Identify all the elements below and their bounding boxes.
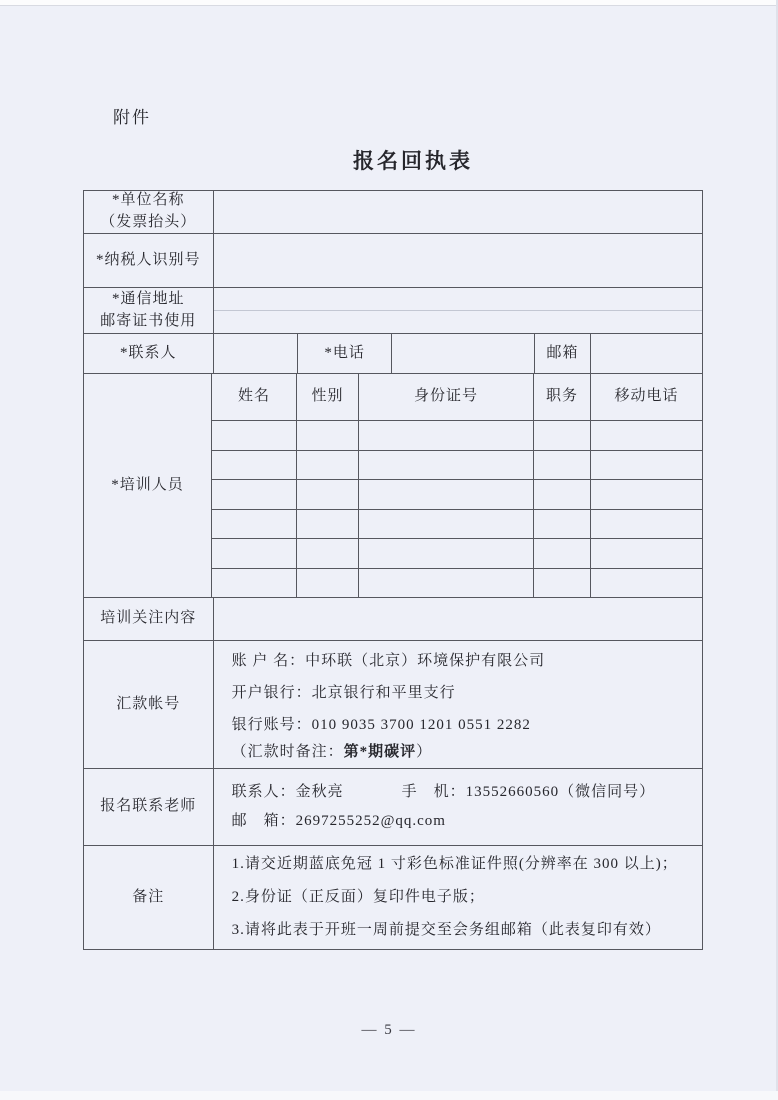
focus-label: 培训关注内容 xyxy=(84,598,214,640)
scan-top-edge xyxy=(0,0,778,6)
trainee-empty-cell xyxy=(534,569,591,598)
trainee-col-header: 身份证号 xyxy=(359,374,534,420)
trainee-empty-row xyxy=(212,569,702,598)
page-title: 报名回执表 xyxy=(353,149,473,173)
trainee-col-header: 移动电话 xyxy=(614,388,679,405)
address-label-line2: 邮寄证书使用 xyxy=(100,312,197,329)
remittance-note-suffix: ） xyxy=(416,744,433,760)
page-number: — 5 — xyxy=(361,1022,417,1038)
trainee-empty-cell xyxy=(591,451,702,480)
trainee-empty-cell xyxy=(534,421,591,450)
row-remittance xyxy=(84,641,702,769)
row-remarks xyxy=(84,846,702,949)
trainee-header-row xyxy=(212,374,702,421)
remark-line: 3.请将此表于开班一周前提交至会务组邮箱（此表复印有效） xyxy=(231,922,661,938)
remittance-note-prefix: （汇款时备注： xyxy=(231,744,344,760)
trainee-empty-cell xyxy=(591,510,702,539)
trainee-col-header: 职务 xyxy=(534,374,591,420)
trainee-empty-cell xyxy=(359,569,534,598)
remittance-details xyxy=(214,641,702,768)
trainee-col-header: 姓名 xyxy=(212,374,297,420)
trainee-empty-cell xyxy=(212,421,297,450)
unit-name-label xyxy=(84,191,214,233)
row-taxpayer-id xyxy=(84,234,702,288)
registration-contact-person: 联系人：金秋亮 xyxy=(231,784,344,800)
trainee-empty-cell xyxy=(591,569,702,598)
email-label: 邮箱 xyxy=(535,334,592,373)
trainee-empty-cell xyxy=(359,510,534,539)
contact-label: *联系人 xyxy=(84,334,214,373)
trainee-empty-cell xyxy=(359,539,534,568)
trainee-empty-cell xyxy=(591,539,702,568)
scan-bottom-edge xyxy=(0,1091,778,1100)
unit-name-value xyxy=(214,191,702,233)
trainee-empty-cell xyxy=(212,480,297,509)
trainee-empty-cell xyxy=(297,451,359,480)
trainee-empty-cell xyxy=(297,510,359,539)
remarks-label: 备注 xyxy=(84,846,214,949)
address-value-line1 xyxy=(214,288,702,310)
trainee-empty-row xyxy=(212,539,702,569)
trainee-empty-cell xyxy=(212,451,297,480)
unit-name-label-line2: （发票抬头） xyxy=(100,214,197,230)
phone-label: *电话 xyxy=(298,334,392,373)
trainee-empty-cell xyxy=(212,510,297,539)
remittance-account-name: 账 户 名：中环联（北京）环境保护有限公司 xyxy=(231,653,546,669)
trainee-empty-row xyxy=(212,480,702,510)
row-focus xyxy=(84,598,702,641)
registration-contact-email: 邮 箱：2697255252@qq.com xyxy=(231,813,446,829)
address-value-line2 xyxy=(214,310,702,333)
trainee-empty-row xyxy=(212,451,702,481)
remittance-label: 汇款帐号 xyxy=(84,641,214,768)
trainee-col-header: 性别 xyxy=(297,374,359,420)
trainee-empty-row xyxy=(212,510,702,540)
trainee-empty-rows xyxy=(212,421,702,597)
trainee-empty-row xyxy=(212,421,702,451)
trainee-empty-cell xyxy=(534,539,591,568)
email-value xyxy=(591,334,702,373)
row-registration-contact xyxy=(84,769,702,846)
taxpayer-id-value xyxy=(214,234,702,287)
remittance-note xyxy=(232,741,433,764)
registration-form-table xyxy=(83,190,703,950)
trainees-label: *培训人员 xyxy=(84,374,212,597)
trainee-empty-cell xyxy=(212,569,297,598)
registration-contact-details xyxy=(214,769,702,845)
registration-contact-mobile: 手 机：13552660560（微信同号） xyxy=(401,784,656,800)
attachment-label: 附件 xyxy=(113,108,151,127)
remarks-list xyxy=(214,846,702,949)
contact-name-value xyxy=(214,334,299,373)
registration-contact-line1 xyxy=(232,778,656,807)
trainee-empty-cell xyxy=(534,480,591,509)
trainee-empty-cell xyxy=(297,569,359,598)
remark-line: 1.请交近期蓝底免冠 1 寸彩色标准证件照(分辨率在 300 以上)； xyxy=(231,856,678,872)
address-value xyxy=(214,288,702,333)
address-label-line1: *通信地址 xyxy=(112,290,185,307)
row-unit-name xyxy=(84,191,702,234)
trainee-empty-cell xyxy=(359,480,534,509)
trainee-empty-cell xyxy=(591,480,702,509)
address-label xyxy=(84,288,214,333)
remittance-account-number: 银行账号：010 9035 3700 1201 0551 2282 xyxy=(231,717,531,733)
trainee-empty-cell xyxy=(359,451,534,480)
trainee-empty-cell xyxy=(534,510,591,539)
row-address xyxy=(84,288,702,334)
taxpayer-id-label: *纳税人识别号 xyxy=(84,234,214,287)
trainee-empty-cell xyxy=(297,421,359,450)
registration-contact-label: 报名联系老师 xyxy=(84,769,214,845)
remittance-note-bold: 第*期碳评 xyxy=(343,744,417,760)
trainee-empty-cell xyxy=(297,539,359,568)
row-trainees xyxy=(84,374,702,598)
trainee-empty-cell xyxy=(297,480,359,509)
trainee-empty-cell xyxy=(212,539,297,568)
row-contact xyxy=(84,334,702,374)
remittance-bank: 开户银行：北京银行和平里支行 xyxy=(231,685,456,701)
phone-value xyxy=(392,334,535,373)
remark-line: 2.身份证（正反面）复印件电子版； xyxy=(231,889,485,905)
focus-value xyxy=(214,598,702,640)
unit-name-label-line1: *单位名称 xyxy=(112,192,185,209)
trainees-grid xyxy=(212,374,702,597)
trainee-empty-cell xyxy=(591,421,702,450)
trainee-empty-cell xyxy=(359,421,534,450)
trainee-empty-cell xyxy=(534,451,591,480)
